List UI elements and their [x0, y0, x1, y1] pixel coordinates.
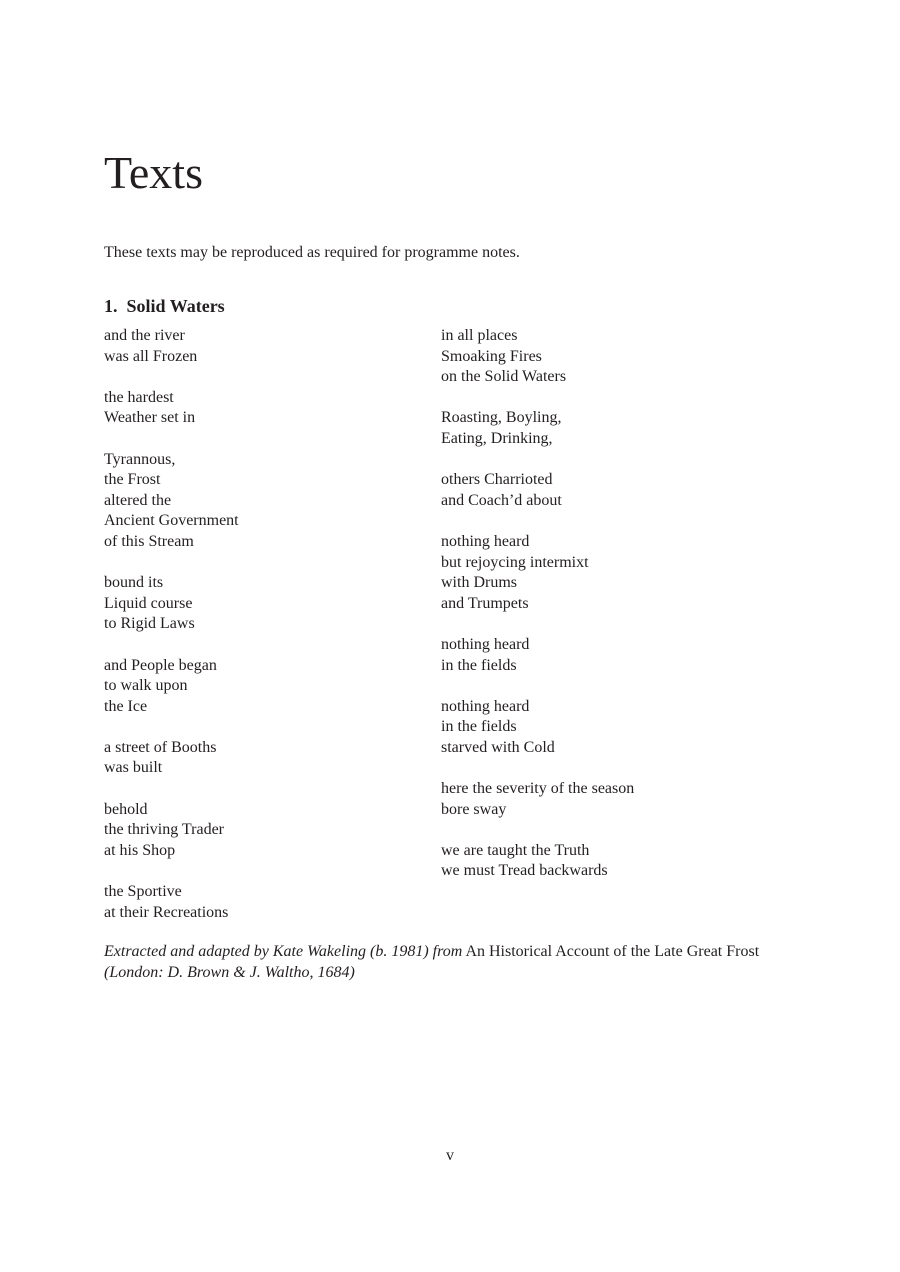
poem-line: Smoaking Fires — [441, 347, 542, 365]
section-number: 1. — [104, 296, 118, 316]
poem-stanza — [441, 408, 771, 449]
poem-line: nothing heard — [441, 532, 530, 550]
poem-line: behold — [104, 800, 148, 818]
poem-line: the Ice — [104, 697, 148, 715]
poem-stanza — [104, 882, 434, 923]
poem-line: starved with Cold — [441, 738, 555, 756]
poem-line: and Trumpets — [441, 594, 529, 612]
poem-stanza — [441, 779, 771, 820]
poem-line: the Frost — [104, 471, 161, 489]
poem-line: Eating, Drinking, — [441, 429, 553, 447]
poem-column-right — [441, 326, 771, 903]
poem-line: in the fields — [441, 718, 517, 736]
poem-line: Tyrannous, — [104, 450, 176, 468]
poem-line: bound its — [104, 574, 164, 592]
poem-line: nothing heard — [441, 635, 530, 653]
poem-line: Roasting, Boyling, — [441, 409, 562, 427]
poem-stanza — [104, 388, 434, 429]
poem-line: Ancient Government — [104, 512, 239, 530]
poem-line: at his Shop — [104, 841, 176, 859]
poem-stanza — [441, 635, 771, 676]
poem-line: at their Recreations — [104, 903, 229, 921]
poem-stanza — [104, 573, 434, 635]
page-number: v — [446, 1147, 454, 1164]
poem-stanza — [104, 450, 434, 553]
poem-line: was all Frozen — [104, 347, 198, 365]
poem-line: Liquid course — [104, 594, 193, 612]
poem-stanza — [441, 532, 771, 614]
poem-line: the Sportive — [104, 883, 182, 901]
poem-line: but rejoycing intermixt — [441, 553, 589, 571]
intro-text: These texts may be reproduced as required for programme notes. — [104, 244, 520, 261]
poem-stanza — [441, 326, 771, 388]
poem-column-left — [104, 326, 434, 944]
poem-stanza — [104, 326, 434, 367]
poem-line: and Coach’d about — [441, 491, 562, 509]
poem-line: nothing heard — [441, 697, 530, 715]
poem-line: and People began — [104, 656, 217, 674]
poem-line: we are taught the Truth — [441, 841, 590, 859]
poem-line: was built — [104, 759, 163, 777]
poem-stanza — [104, 738, 434, 779]
poem-line: the hardest — [104, 388, 174, 406]
text-credit — [104, 942, 804, 983]
section-title: Solid Waters — [126, 296, 225, 316]
credit-publication: (London: D. Brown & J. Waltho, 1684) — [104, 963, 355, 981]
credit-prefix: Extracted and adapted by Kate Wakeling (b. 1981) from — [104, 943, 463, 960]
credit-work-title: An Historical Account of the Late Great Frost — [465, 943, 760, 960]
section-heading — [104, 295, 225, 317]
poem-line: a street of Booths — [104, 738, 217, 756]
poem-stanza — [441, 697, 771, 759]
poem-line: altered the — [104, 491, 172, 509]
poem-line: others Charrioted — [441, 471, 553, 489]
poem-line: here the severity of the season — [441, 780, 635, 798]
poem-line: bore sway — [441, 800, 507, 818]
poem-line: to walk upon — [104, 677, 188, 695]
poem-line: and the river — [104, 327, 185, 344]
poem-line: to Rigid Laws — [104, 615, 195, 633]
poem-stanza — [104, 656, 434, 718]
poem-stanza — [104, 800, 434, 862]
poem-line: in the fields — [441, 656, 517, 674]
page-title: Texts — [104, 147, 203, 198]
poem-stanza — [441, 841, 771, 882]
poem-line: we must Tread backwards — [441, 862, 608, 880]
poem-line: the thriving Trader — [104, 821, 224, 839]
poem-line: with Drums — [441, 574, 517, 592]
poem-line: of this Stream — [104, 532, 194, 550]
poem-line: Weather set in — [104, 409, 196, 427]
poem-line: in all places — [441, 327, 518, 344]
poem-line: on the Solid Waters — [441, 368, 567, 386]
poem-stanza — [441, 470, 771, 511]
